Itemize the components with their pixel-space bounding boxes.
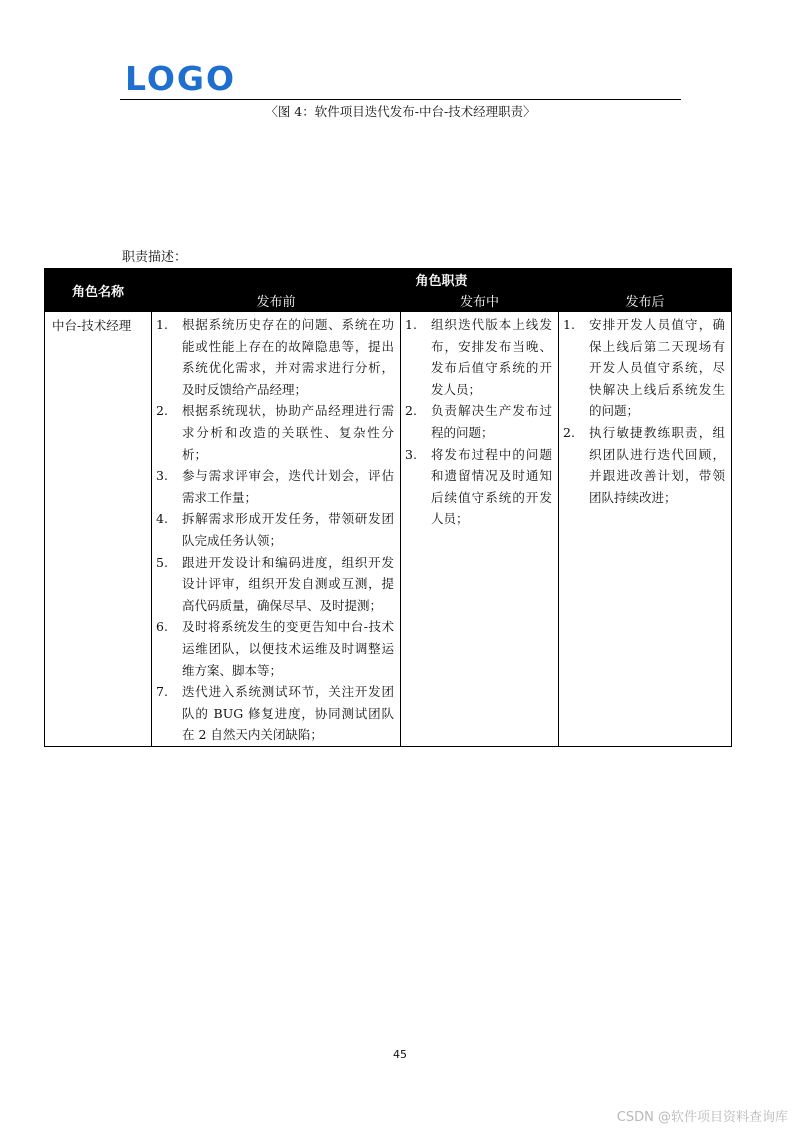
- list-item-text: 安排开发人员值守，确保上线后第二天现场有开发人员值守系统，尽快解决上线后系统发生的问题；: [589, 317, 725, 419]
- list-item-number: 1.: [405, 317, 417, 332]
- role-duty-header: 角色职责: [152, 269, 732, 290]
- after-release-list: [559, 312, 731, 508]
- list-item-text: 根据系统历史存在的问题、系统在功能或性能上存在的故障隐患等，提出系统优化需求，并对需求进行分析，及时反馈给产品经理；: [182, 317, 394, 397]
- phase-header-during: 发布中: [401, 290, 559, 312]
- list-item-number: 1.: [563, 317, 575, 332]
- list-item-text: 执行敏捷教练职责，组织团队进行迭代回顾，并跟进改善计划，带领团队持续改进；: [589, 424, 725, 505]
- list-item-text: 参与需求评审会，迭代计划会，评估需求工作量；: [182, 468, 394, 505]
- table-row: [45, 312, 732, 747]
- list-item-number: 6.: [156, 619, 168, 635]
- list-item-text: 拆解需求形成开发任务，带领研发团队完成任务认领；: [182, 511, 394, 548]
- list-item: [405, 444, 552, 530]
- list-item: [563, 314, 725, 422]
- section-label: 职责描述：: [122, 250, 188, 265]
- header-divider: [120, 99, 681, 100]
- list-item-number: 5.: [156, 554, 168, 570]
- list-item-text: 根据系统现状，协助产品经理进行需求分析和改造的关联性、复杂性分析；: [182, 403, 394, 462]
- list-item-text: 将发布过程中的问题和遗留情况及时通知后续值守系统的开发人员；: [431, 446, 552, 527]
- list-item: [156, 400, 394, 465]
- list-item: [563, 422, 725, 508]
- list-item-number: 3.: [156, 468, 168, 484]
- list-item-number: 1.: [156, 317, 168, 332]
- list-item: [156, 681, 394, 746]
- list-item-number: 7.: [156, 684, 168, 700]
- page-number: 45: [393, 1048, 407, 1061]
- role-name-cell: 中台-技术经理: [45, 312, 152, 747]
- list-item: [405, 400, 552, 443]
- during-release-list: [401, 312, 558, 530]
- before-release-cell: [152, 312, 401, 747]
- phase-header-before: 发布前: [152, 290, 401, 312]
- list-item-text: 负责解决生产发布过程的问题；: [431, 403, 552, 440]
- list-item-text: 跟进开发设计和编码进度，组织开发设计评审，组织开发自测或互测，提高代码质量，确保尽早、及时提测；: [182, 554, 394, 613]
- list-item-number: 4.: [156, 511, 168, 527]
- list-item-number: 3.: [405, 446, 417, 462]
- list-item-number: 2.: [156, 403, 168, 419]
- list-item-text: 及时将系统发生的变更告知中台-技术运维团队，以便技术运维及时调整运维方案、脚本等；: [182, 619, 394, 678]
- before-release-list: [152, 312, 400, 746]
- list-item: [156, 314, 394, 400]
- list-item: [156, 508, 394, 551]
- figure-caption: 〈图 4：软件项目迭代发布-中台-技术经理职责〉: [265, 104, 536, 119]
- responsibility-table: [44, 268, 732, 747]
- phase-header-after: 发布后: [559, 290, 732, 312]
- list-item: [405, 314, 552, 400]
- list-item-text: 组织迭代版本上线发布，安排发布当晚、发布后值守系统的开发人员；: [431, 317, 552, 397]
- role-name-header: 角色名称: [45, 269, 152, 312]
- watermark: CSDN @软件项目资料查询库: [616, 1110, 788, 1125]
- during-release-cell: [401, 312, 559, 747]
- list-item-number: 2.: [405, 403, 417, 419]
- list-item-text: 迭代进入系统测试环节，关注开发团队的 BUG 修复进度，协同测试团队在 2 自然天内关闭缺陷；: [182, 684, 394, 743]
- list-item: [156, 552, 394, 617]
- company-logo: LOGO: [125, 59, 237, 98]
- after-release-cell: [559, 312, 732, 747]
- list-item: [156, 465, 394, 508]
- list-item-number: 2.: [563, 424, 575, 440]
- list-item: [156, 616, 394, 681]
